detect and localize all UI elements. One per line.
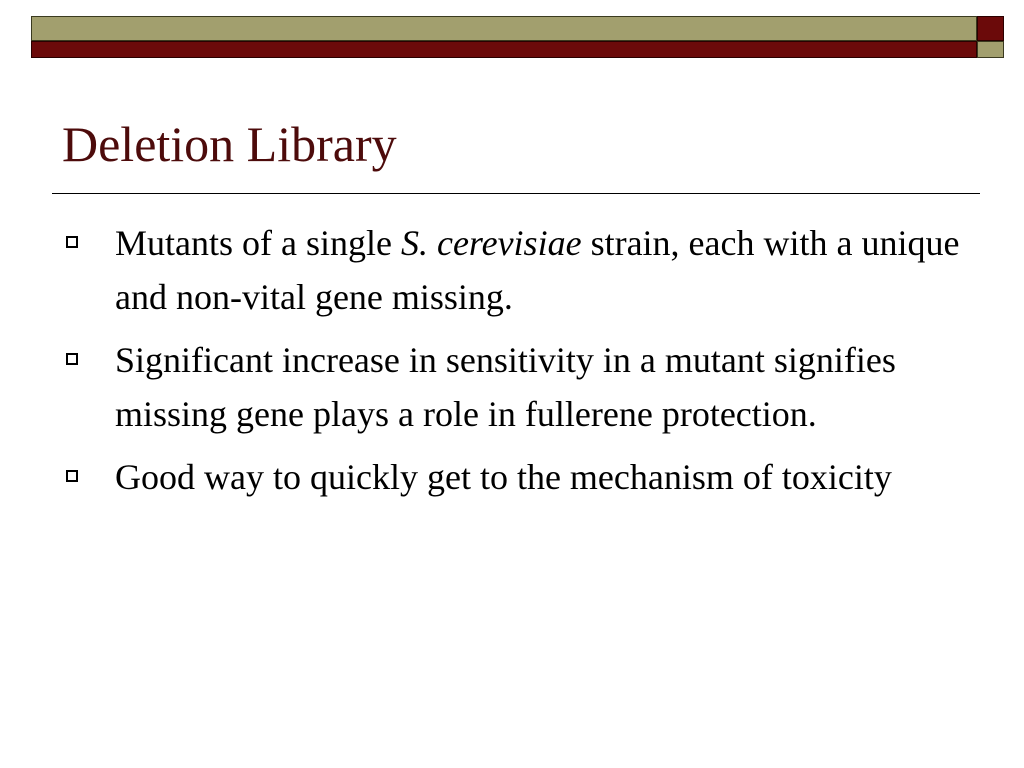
bullet-item-1 — [66, 216, 966, 324]
bullet-list — [66, 216, 966, 513]
hollow-square-bullet-icon — [66, 236, 78, 248]
slide-title: Deletion Library — [62, 116, 397, 172]
header-maroon-bar — [31, 41, 977, 58]
bullet-item-3 — [66, 450, 966, 504]
hollow-square-bullet-icon — [66, 470, 78, 482]
title-divider — [52, 193, 980, 194]
header-olive-bar — [31, 16, 977, 41]
bullet-1-text-before: Mutants of a single — [115, 223, 401, 263]
bullet-3-text: Good way to quickly get to the mechanism of toxicity — [115, 457, 892, 497]
bullet-2-text: Significant increase in sensitivity in a mutant signifies missing gene plays a role in fullerene protection. — [115, 340, 896, 434]
hollow-square-bullet-icon — [66, 353, 78, 365]
header-olive-square — [977, 41, 1004, 58]
bullet-1-species-name: S. cerevisiae — [400, 223, 582, 263]
header-decoration — [0, 0, 1024, 70]
header-maroon-square — [977, 16, 1004, 41]
bullet-1-text-after: strain, each with a unique and non-vital gene missing. — [115, 223, 960, 317]
bullet-item-2 — [66, 333, 966, 441]
